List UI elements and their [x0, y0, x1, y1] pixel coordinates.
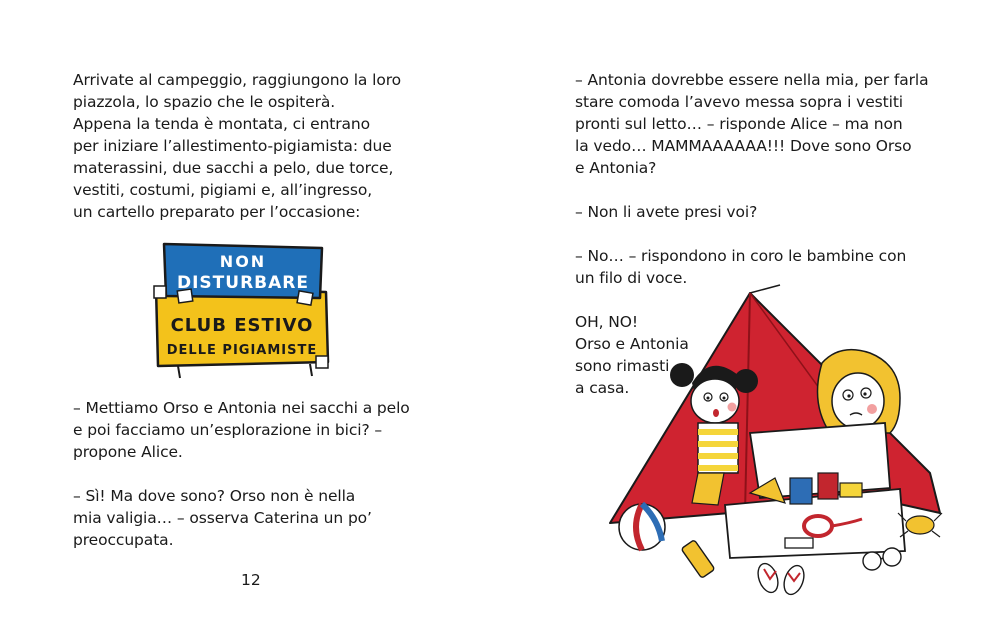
text-line: e Antonia? — [575, 159, 657, 177]
text-line: Appena la tenda è montata, ci entrano — [73, 115, 371, 133]
text-line: piazzola, lo spazio che le ospiterà. — [73, 93, 336, 111]
text-line: un filo di voce. — [575, 269, 688, 287]
text-line: la vedo… MAMMAAAAAA!!! Dove sono Orso — [575, 137, 912, 155]
text-block — [73, 69, 401, 223]
text-line: per iniziare l’allestimento-pigiamista: due — [73, 137, 392, 155]
text-line: vestiti, costumi, pigiami e, all’ingresso, — [73, 181, 373, 199]
text-line: Arrivate al campeggio, raggiungono la loro — [73, 71, 402, 89]
text-line: Orso e Antonia — [575, 335, 689, 353]
text-block — [73, 485, 410, 551]
sunscreen-bottle — [681, 540, 715, 579]
text-line: – Antonia dovrebbe essere nella mia, per farla — [575, 71, 929, 89]
text-line: – No… – rispondono in coro le bambine con — [575, 247, 907, 265]
tent-girls-illustration — [600, 283, 960, 603]
text-line: – Mettiamo Orso e Antonia nei sacchi a pelo — [73, 399, 410, 417]
page-number: 12 — [241, 571, 261, 589]
text-line: mia valigia… – osserva Caterina un po’ — [73, 509, 372, 527]
text-line: stare comoda l’avevo messa sopra i vestiti — [575, 93, 904, 111]
text-line: sono rimasti — [575, 357, 670, 375]
girl-blonde-face — [832, 373, 884, 429]
text-line: propone Alice. — [73, 443, 183, 461]
text-block — [575, 201, 929, 223]
sign-text-non: NON — [219, 252, 267, 271]
text-line: – Non li avete presi voi? — [575, 203, 758, 221]
sign-text-disturbare: DISTURBARE — [177, 273, 309, 293]
crab — [906, 516, 934, 534]
sign-text-club: CLUB ESTIVO — [170, 315, 314, 336]
text-line: e poi facciamo un’esplorazione in bici? – — [73, 421, 383, 439]
text-line: a casa. — [575, 379, 630, 397]
text-line: OH, NO! — [575, 313, 639, 331]
text-block — [73, 397, 410, 463]
text-line: preoccupata. — [73, 531, 174, 549]
text-line: pronti sul letto… – risponde Alice – ma non — [575, 115, 903, 133]
sign-text-pigiamiste: DELLE PIGIAMISTE — [166, 343, 318, 358]
club-sign-illustration — [150, 238, 335, 380]
text-line: – Sì! Ma dove sono? Orso non è nella — [73, 487, 356, 505]
text-line: un cartello preparato per l’occasione: — [73, 203, 361, 221]
text-line: materassini, due sacchi a pelo, due torce, — [73, 159, 394, 177]
left-paragraphs-2-3 — [73, 397, 410, 551]
left-paragraph-1 — [73, 69, 401, 223]
text-block — [575, 69, 929, 179]
